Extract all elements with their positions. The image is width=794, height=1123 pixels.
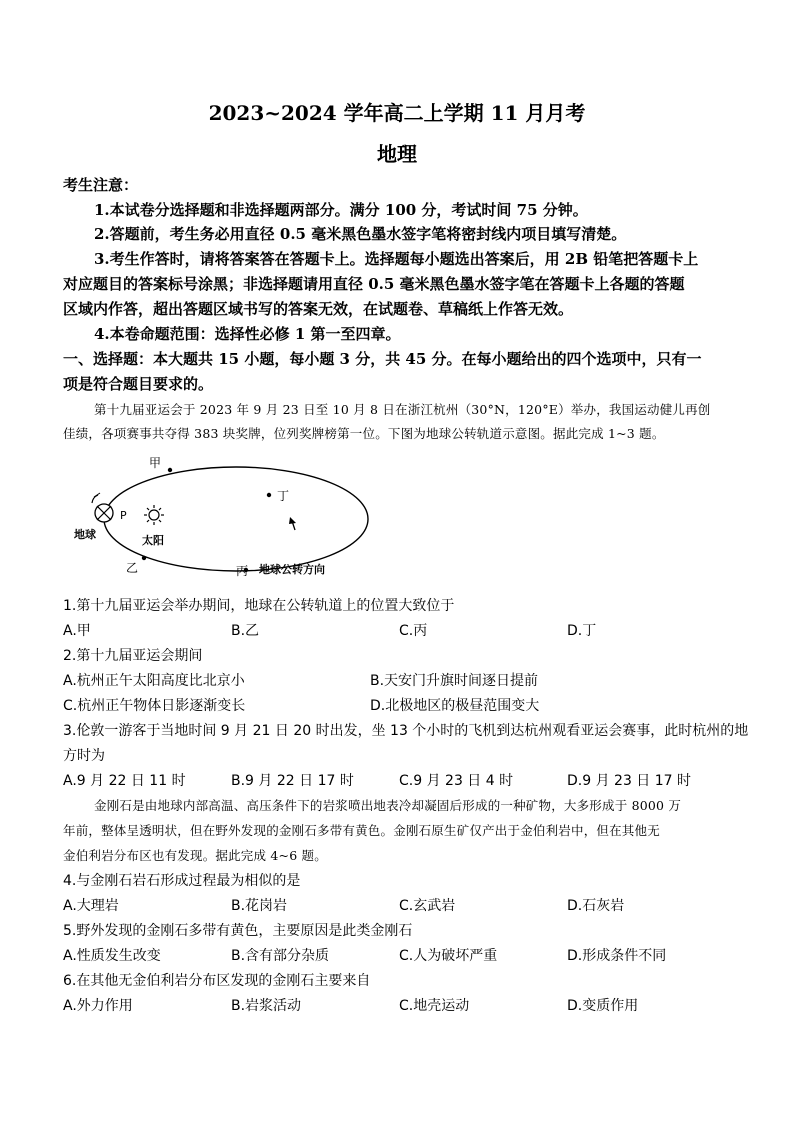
question-3-stem-line2: 方时为 <box>63 748 105 764</box>
passage1-line2: 佳绩，各项赛事共夺得 383 块奖牌，位列奖牌榜第一位。下图为地球公转轨道示意图。据此完成 1~3 题。 <box>63 426 665 441</box>
question-6-option-d[interactable]: D.变质作用 <box>567 998 639 1014</box>
label-ding: 丁 <box>277 489 290 503</box>
notice-item-3-cont-2: 区域内作答，超出答题区域书写的答案无效，在试题卷、草稿纸上作答无效。 <box>63 300 574 318</box>
earth-icon <box>92 493 113 522</box>
question-2-option-b[interactable]: B.天安门升旗时间逐日提前 <box>370 673 539 689</box>
passage2-line3: 金伯利岩分布区也有发现。据此完成 4~6 题。 <box>63 848 327 863</box>
question-1-stem: 1.第十九届亚运会举办期间，地球在公转轨道上的位置大致位于 <box>63 598 455 614</box>
question-2-option-a[interactable]: A.杭州正午太阳高度比北京小 <box>63 673 245 689</box>
question-4-option-c[interactable]: C.玄武岩 <box>399 898 456 914</box>
label-direction: 地球公转方向 <box>259 563 325 576</box>
question-5-option-b[interactable]: B.含有部分杂质 <box>231 948 330 964</box>
question-1-option-c[interactable]: C.丙 <box>399 623 428 639</box>
notice-item-1: 1.本试卷分选择题和非选择题两部分。满分 100 分，考试时间 75 分钟。 <box>94 201 588 219</box>
question-4-option-b[interactable]: B.花岗岩 <box>231 898 288 914</box>
question-2-option-d[interactable]: D.北极地区的极昼范围变大 <box>370 698 540 714</box>
notice-item-3: 3.考生作答时，请将答案答在答题卡上。选择题每小题选出答案后，用 2B 铅笔把答题卡上 <box>94 250 699 268</box>
notice-item-4: 4.本卷命题范围：选择性必修 1 第一至四章。 <box>94 325 401 343</box>
section-heading-line1: 一、选择题：本大题共 15 小题，每小题 3 分，共 45 分。在每小题给出的四个选项中，只有一 <box>63 350 702 368</box>
label-yi: 乙 <box>126 561 139 575</box>
notice-item-3-cont-1: 对应题目的答案标号涂黑；非选择题请用直径 0.5 毫米黑色墨水签字笔在答题卡上各题的答题 <box>63 275 685 293</box>
question-2-option-c[interactable]: C.杭州正午物体日影逐渐变长 <box>63 698 246 714</box>
question-4-option-d[interactable]: D.石灰岩 <box>567 898 625 914</box>
question-1-option-b[interactable]: B.乙 <box>231 623 260 639</box>
label-earth: 地球 <box>74 528 96 541</box>
question-5-option-c[interactable]: C.人为破坏严重 <box>399 948 498 964</box>
question-3-option-c[interactable]: C.9 月 23 日 4 时 <box>399 773 514 789</box>
orbit-ellipse <box>104 467 368 571</box>
question-6-option-c[interactable]: C.地壳运动 <box>399 998 470 1014</box>
question-1-option-d[interactable]: D.丁 <box>567 623 597 639</box>
passage1-line1: 第十九届亚运会于 2023 年 9 月 23 日至 10 月 8 日在浙江杭州（30°N，120°E）举办，我国运动健儿再创 <box>94 402 711 417</box>
label-sun: 太阳 <box>142 534 164 547</box>
question-3-option-a[interactable]: A.9 月 22 日 11 时 <box>63 773 186 789</box>
label-p: P <box>120 509 127 522</box>
question-4-option-a[interactable]: A.大理岩 <box>63 898 119 914</box>
question-6-stem: 6.在其他无金伯利岩分布区发现的金刚石主要来自 <box>63 973 371 989</box>
notice-item-2: 2.答题前，考生务必用直径 0.5 毫米黑色墨水签字笔将密封线内项目填写清楚。 <box>94 225 627 243</box>
question-1-option-a[interactable]: A.甲 <box>63 623 91 639</box>
question-6-option-b[interactable]: B.岩浆活动 <box>231 998 302 1014</box>
question-2-stem: 2.第十九届亚运会期间 <box>63 648 203 664</box>
orbit-diagram <box>70 455 370 585</box>
question-5-option-d[interactable]: D.形成条件不同 <box>567 948 667 964</box>
label-bing: 丙 <box>236 564 249 578</box>
notice-heading: 考生注意： <box>63 176 139 194</box>
question-5-option-a[interactable]: A.性质发生改变 <box>63 948 161 964</box>
question-3-option-d[interactable]: D.9 月 23 日 17 时 <box>567 773 692 789</box>
direction-arrow-icon <box>289 517 296 530</box>
section-heading-line2: 项是符合题目要求的。 <box>63 375 214 393</box>
label-jia: 甲 <box>149 456 162 470</box>
question-3-stem-line1: 3.伦敦一游客于当地时间 9 月 21 日 20 时出发，坐 13 个小时的飞机到达杭州观看亚运会赛事，此时杭州的地 <box>63 723 749 739</box>
point-jia <box>168 468 172 472</box>
question-4-stem: 4.与金刚石岩石形成过程最为相似的是 <box>63 873 301 889</box>
passage2-line1: 金刚石是由地球内部高温、高压条件下的岩浆喷出地表冷却凝固后形成的一种矿物，大多形成于 8000 万 <box>94 798 682 813</box>
passage2-line2: 年前，整体呈透明状，但在野外发现的金刚石多带有黄色。金刚石原生矿仅产出于金伯利岩中，但在其他无 <box>63 823 660 838</box>
point-yi <box>142 556 146 560</box>
exam-title: 2023~2024 学年高二上学期 11 月月考 <box>208 101 586 125</box>
question-5-stem: 5.野外发现的金刚石多带有黄色，主要原因是此类金刚石 <box>63 923 413 939</box>
sun-icon <box>144 505 164 525</box>
subject-title: 地理 <box>377 142 417 166</box>
point-ding <box>267 493 271 497</box>
question-6-option-a[interactable]: A.外力作用 <box>63 998 133 1014</box>
question-3-option-b[interactable]: B.9 月 22 日 17 时 <box>231 773 354 789</box>
